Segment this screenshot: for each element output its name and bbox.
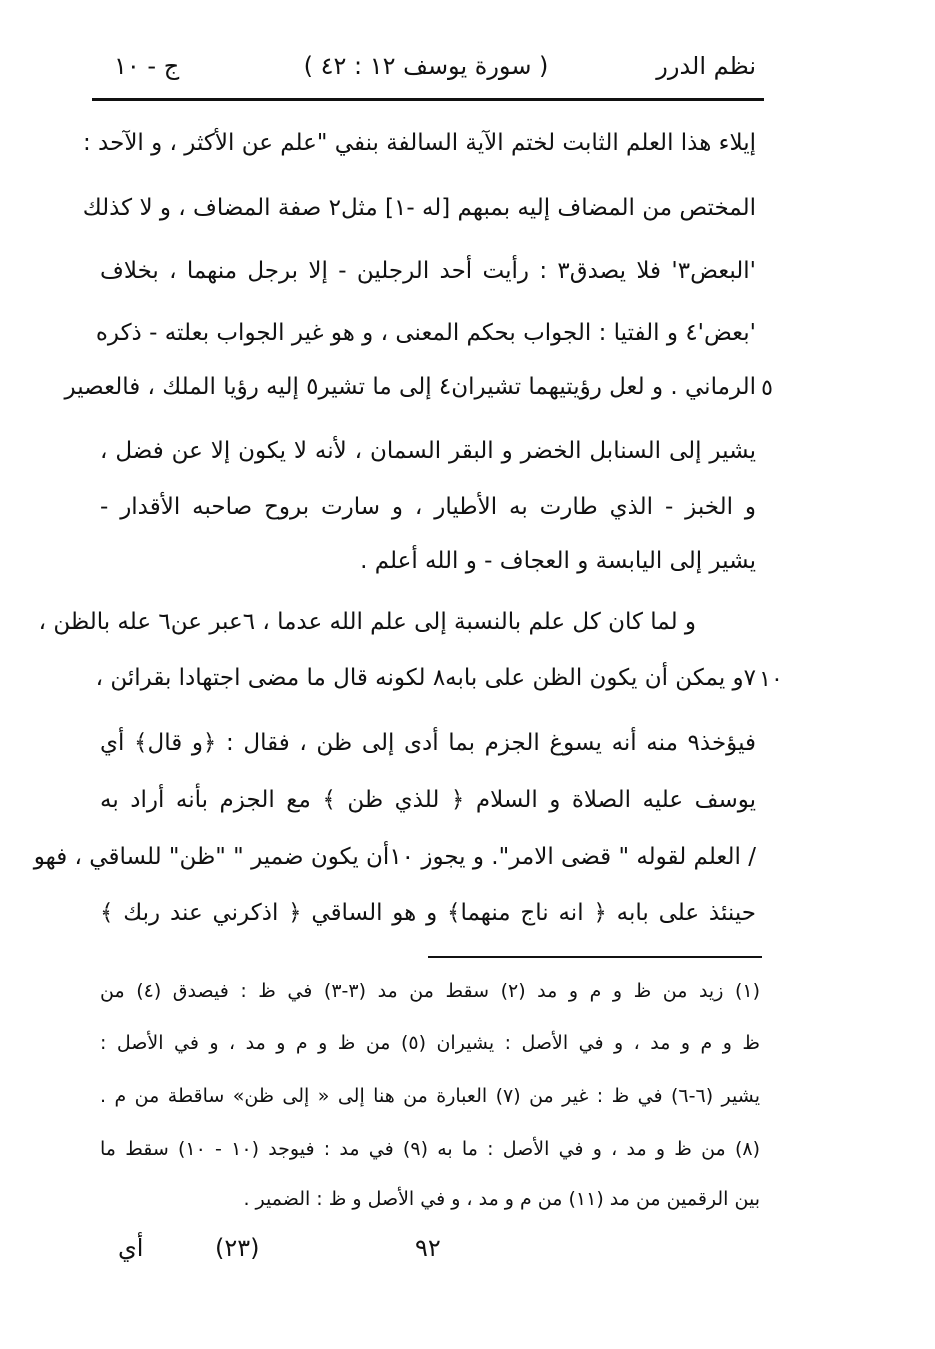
line-number-10: ١٠ xyxy=(759,667,783,692)
footnote-line: بين الرقمين من مد (١١) من م و مد ، و في الأصل و ظ : الضمير . xyxy=(243,1188,760,1210)
text-line: إيلاء هذا العلم الثابت لختم الآية السالفة بنفي "علم عن الأكثر ، و الآحد : xyxy=(82,130,756,156)
text-line: فيؤخذ٩ منه أنه يسوغ الجزم بما أدى إلى ظن ، فقال : ﴿و قال﴾ أي xyxy=(100,730,756,756)
signature-mark: (٢٣) xyxy=(215,1234,260,1262)
footnote-line: يشير (٦-٦) في ظ : غير من (٧) العبارة من هنا إلى « إلى ظن» ساقطة من م . xyxy=(100,1085,760,1107)
running-header xyxy=(92,52,760,96)
text-line: 'البعض٣' فلا يصدق٣ : رأيت أحد الرجلين - إلا برجل منهما ، بخلاف xyxy=(100,258,756,284)
footnote-line: (١) زيد من ظ و م و مد (٢) سقط من مد (٣-٣) في ظ : فيصدق (٤) من xyxy=(100,980,761,1002)
header-rule xyxy=(92,98,764,101)
text-line: ٧و يمكن أن يكون الظن على بابه٨ لكونه قال ما مضى اجتهادا بقرائن ، xyxy=(95,665,756,691)
text-line: الرماني . و لعل رؤيتيهما تشيران٤ إلى ما تشير٥ إليه رؤيا الملك ، فالعصير xyxy=(64,374,756,400)
line-number-5: ٥ xyxy=(761,376,773,401)
text-line: و لما كان كل علم بالنسبة إلى علم الله عدما ، ٦عبر عن٦ عله بالظن ، xyxy=(38,609,696,635)
footnote-line: (٨) من ظ و مد ، و في الأصل : ما به (٩) في مد : فيوجد (١٠ - ١٠) سقط ما xyxy=(100,1138,760,1160)
text-line: حينئذ على بابه ﴿ انه ناج منهما﴾ و هو الساقي ﴿ اذكرني عند ربك ﴾ xyxy=(100,900,756,926)
surah-reference: ( سورة يوسف ١٢ : ٤٢ ) xyxy=(303,52,549,80)
text-line: و الخبز - الذي طارت به الأطيار ، و سارت بروح صاحبه الأقدار - xyxy=(100,494,756,520)
page-number: ٩٢ xyxy=(415,1234,441,1262)
text-line: 'بعض'٤ و الفتيا : الجواب بحكم المعنى ، و هو غير الجواب بعلته - ذكره xyxy=(95,320,756,346)
book-title: نظم الدرر xyxy=(656,52,756,80)
text-line: يشير إلى السنابل الخضر و البقر السمان ، لأنه لا يكون إلا عن فضل ، xyxy=(100,438,756,464)
text-line: يشير إلى اليابسة و العجاف - و الله أعلم . xyxy=(360,548,756,574)
text-line: يوسف عليه الصلاة و السلام ﴿ للذي ظن ﴾ مع الجزم بأنه أراد به xyxy=(100,787,756,813)
footnote-line: ظ و م و مد ، و في الأصل : يشيران (٥) من ظ و م و مد ، و في الأصل : xyxy=(100,1032,761,1054)
text-line: المختص من المضاف إليه بمبهم [له -١] مثل٢ صفة المضاف ، و لا كذلك xyxy=(82,195,756,221)
text-line: / العلم لقوله " قضى الامر". و يجوز ١٠أن يكون ضمير " "ظن" للساقي ، فهو xyxy=(33,844,756,870)
volume-number: ج - ١٠ xyxy=(114,52,180,80)
footnote-rule xyxy=(428,956,762,958)
catchword: أي xyxy=(118,1234,144,1262)
